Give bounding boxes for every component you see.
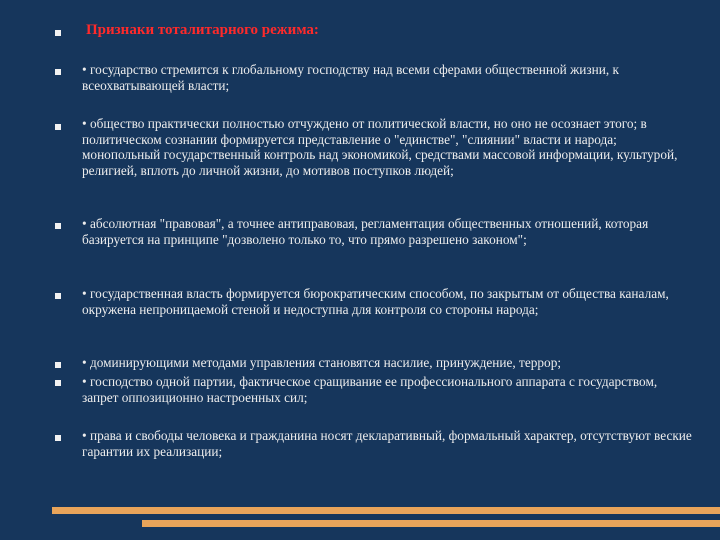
bullet-marker xyxy=(55,124,61,130)
accent-bar-bottom xyxy=(142,520,720,527)
bullet-marker xyxy=(55,380,61,386)
bullet-marker xyxy=(55,69,61,75)
list-item-text: • государство стремится к глобальному господству над всеми сферами общественной жизни, к всеохватывающей власти; xyxy=(82,62,619,93)
list-item-text: • права и свободы человека и гражданина носят декларативный, формальный характер, отсутствуют веские гарантии их реализации; xyxy=(82,428,692,459)
list-item-text: • абсолютная "правовая", а точнее антиправовая, регламентация общественных отношений, которая базируется на принципе "дозволено только то, что прямо разрешено законом"; xyxy=(82,216,649,247)
bullet-marker xyxy=(55,362,61,368)
list-item-text: • господство одной партии, фактическое сращивание ее профессионального аппарата с государством, запрет оппозиционно настроенных сил; xyxy=(82,374,658,405)
list-item-text: • государственная власть формируется бюрократическим способом, по закрытым от общества каналам, окружена непроницаемой стеной и недоступна для контроля со стороны народа; xyxy=(82,286,669,317)
bullet-marker xyxy=(55,293,61,299)
bullet-marker xyxy=(55,30,61,36)
list-item-text: • общество практически полностью отчуждено от политической власти, но оно не осознает этого; в политическом сознании формируется представление о "единстве", "слиянии" власти и народа; монопольный государственный контроль над экономикой, средствами массовой информации, культурой, религией, вплоть до личной жизни, до мотивов поступков людей; xyxy=(82,116,678,178)
bullet-marker xyxy=(55,435,61,441)
bullet-marker xyxy=(55,223,61,229)
slide-title: Признаки тоталитарного режима: xyxy=(86,22,319,38)
list-item-text: • доминирующими методами управления становятся насилие, принуждение, террор; xyxy=(82,355,562,370)
accent-bar-top xyxy=(52,507,720,514)
